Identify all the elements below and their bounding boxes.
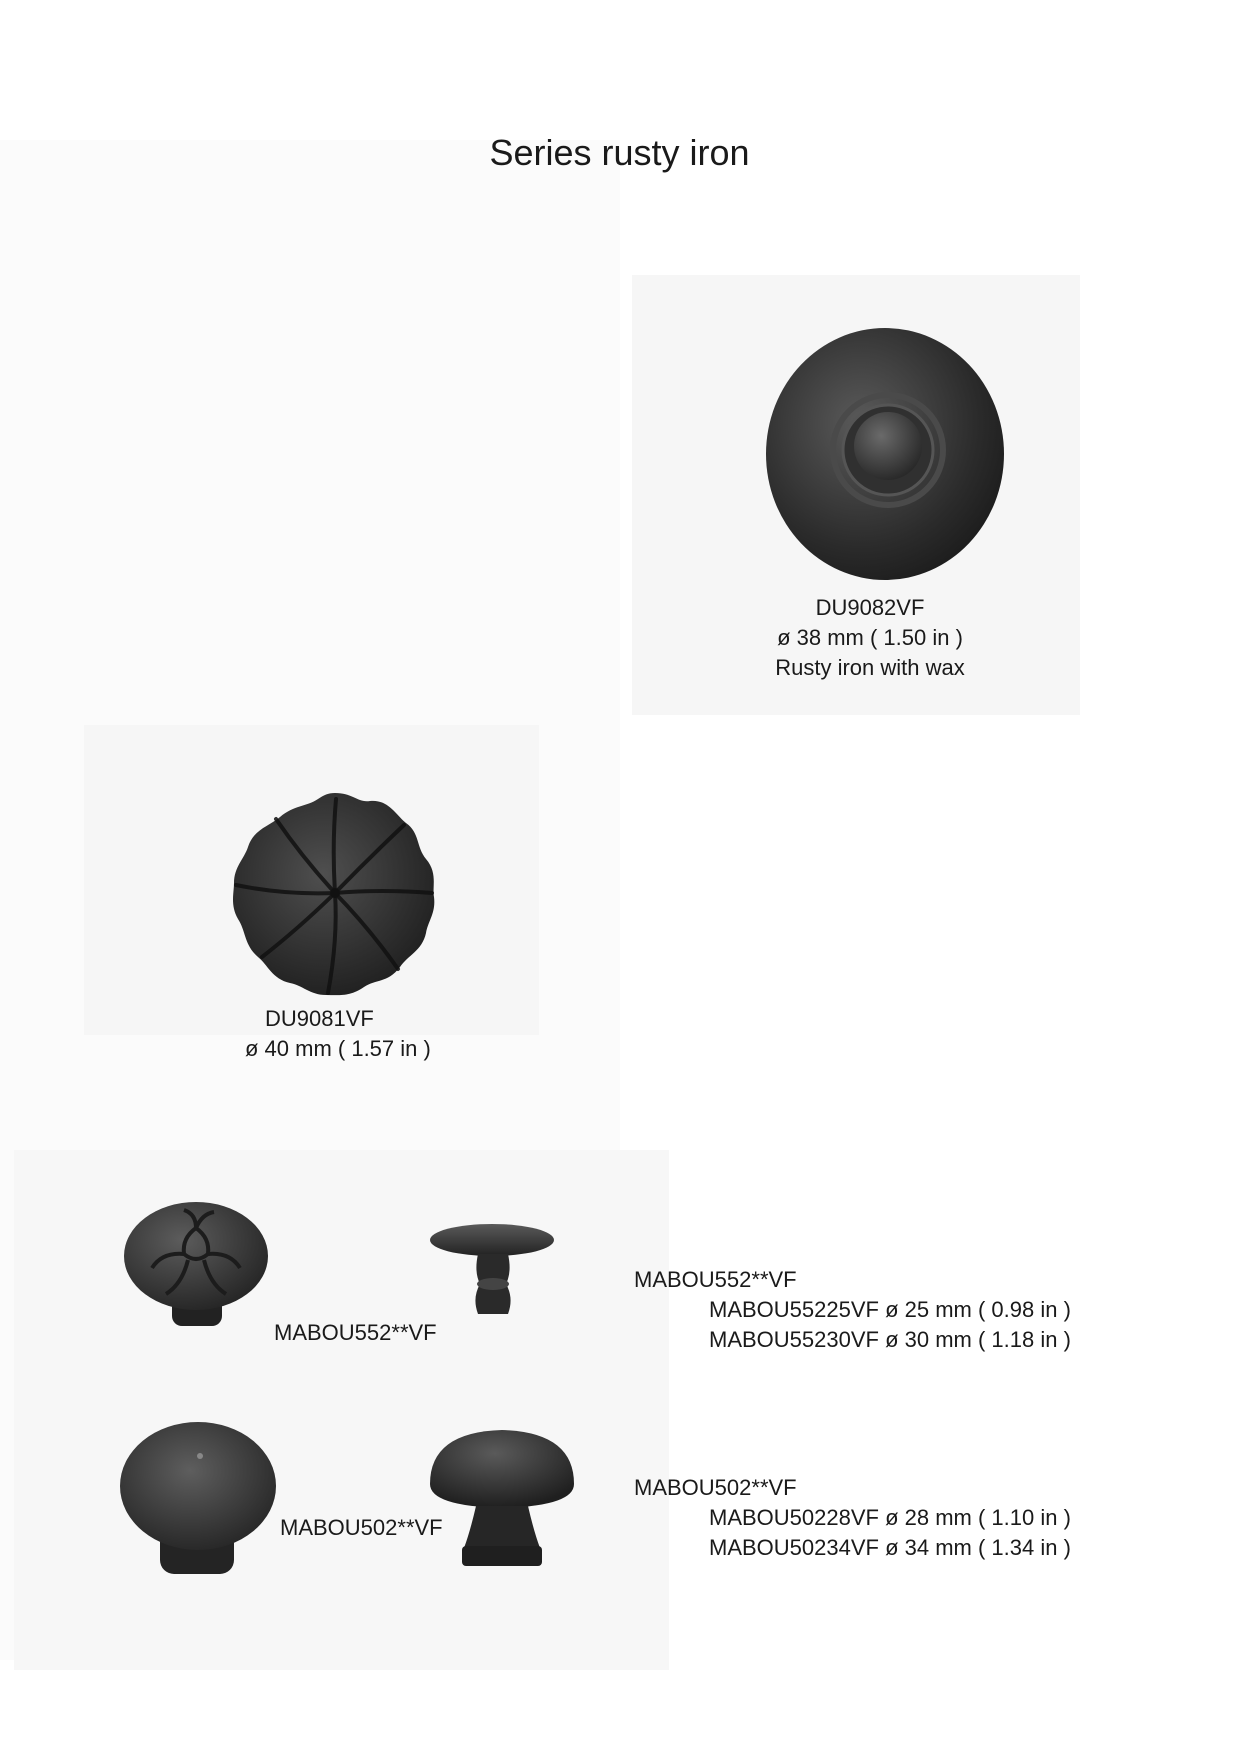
du9082-caption <box>720 593 1020 683</box>
variant-line: MABOU55225VF ø 25 mm ( 0.98 in ) <box>709 1297 1071 1322</box>
mabou552-spec <box>634 1265 1114 1355</box>
image-panel-mabou <box>14 1150 669 1670</box>
product-code: DU9081VF <box>265 1006 374 1031</box>
decorated-mushroom-knob-top-icon <box>122 1198 272 1330</box>
product-size: ø 40 mm ( 1.57 in ) <box>245 1036 431 1061</box>
product-size: ø 38 mm ( 1.50 in ) <box>777 625 963 650</box>
flower-petal-knob-icon <box>228 789 442 1001</box>
mabou502-spec <box>634 1473 1114 1563</box>
variant-line: MABOU55230VF ø 30 mm ( 1.18 in ) <box>709 1327 1071 1352</box>
product-heading: MABOU552**VF <box>634 1267 797 1292</box>
round-knob-with-rosette-icon <box>764 326 1006 582</box>
du9081-caption <box>245 1004 485 1064</box>
product-code: DU9082VF <box>815 595 925 620</box>
product-heading: MABOU502**VF <box>634 1475 797 1500</box>
mabou502-image-label: MABOU502**VF <box>280 1515 443 1540</box>
mushroom-knob-side-icon <box>424 1424 580 1570</box>
variant-line: MABOU50228VF ø 28 mm ( 1.10 in ) <box>709 1505 1071 1530</box>
variant-line: MABOU50234VF ø 34 mm ( 1.34 in ) <box>709 1535 1071 1560</box>
page-title: Series rusty iron <box>489 132 750 173</box>
product-finish: Rusty iron with wax <box>775 655 965 680</box>
plain-mushroom-knob-top-icon <box>118 1420 278 1580</box>
mabou552-image-label: MABOU552**VF <box>274 1320 437 1345</box>
mushroom-knob-side-icon <box>428 1222 558 1322</box>
